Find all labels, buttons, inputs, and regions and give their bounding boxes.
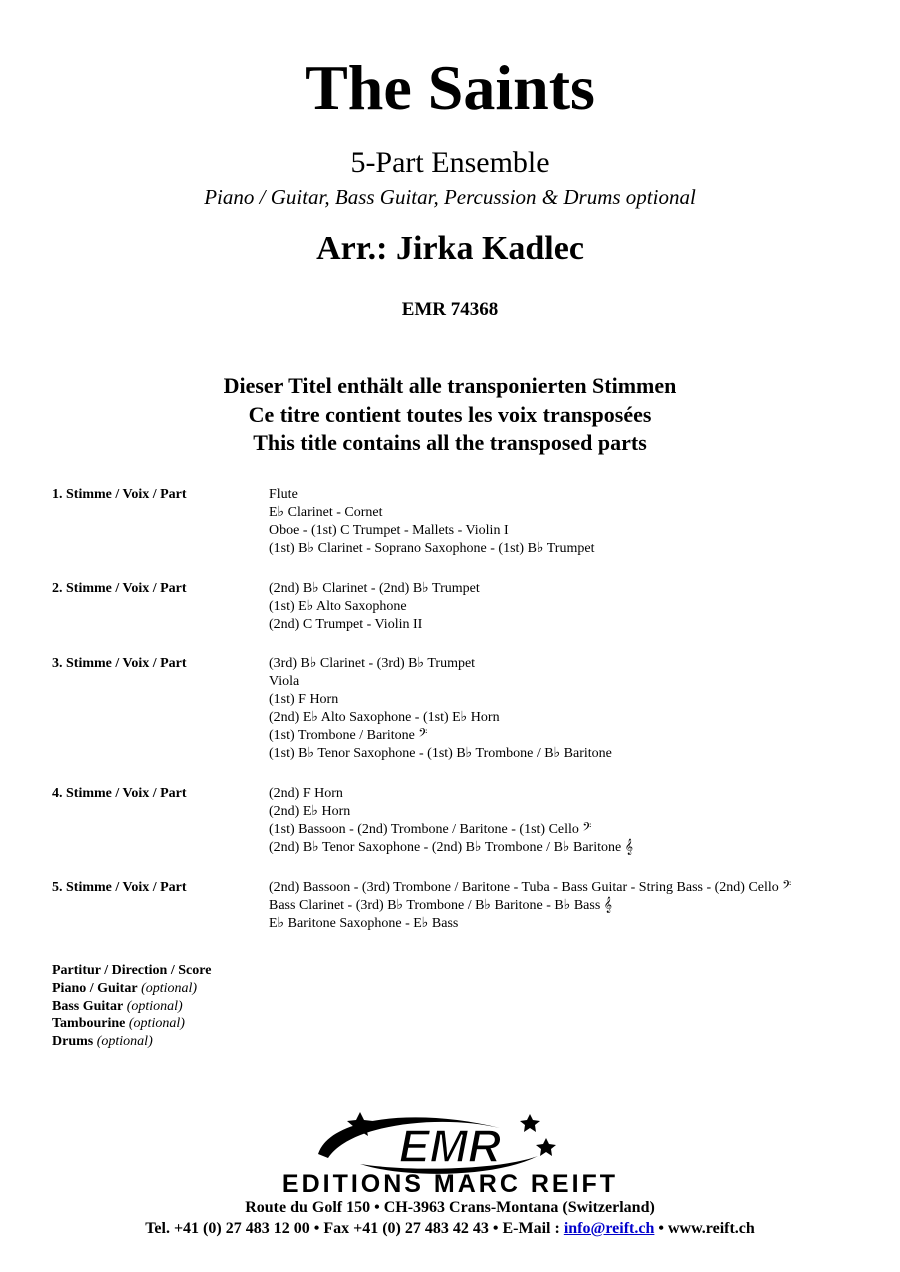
- phone: Tel. +41 (0) 27 483 12 00: [145, 1220, 310, 1237]
- part-instrument: (1st) F Horn: [269, 692, 339, 707]
- logo-wordmark: EMR: [398, 1120, 502, 1172]
- extra-part-name: Bass Guitar: [52, 998, 124, 1014]
- extra-part-name: Partitur / Direction / Score: [52, 963, 212, 978]
- website: www.reift.ch: [668, 1220, 755, 1237]
- email-label: E-Mail :: [502, 1220, 560, 1237]
- extra-part: [52, 980, 211, 998]
- logo-star: [520, 1114, 540, 1132]
- part-instrument: (2nd) E♭ Alto Saxophone - (1st) E♭ Horn: [269, 710, 500, 725]
- part-label: 1. Stimme / Voix / Part: [52, 487, 187, 502]
- extra-part: [52, 1015, 211, 1033]
- arranger: Arr.: Jirka Kadlec: [316, 230, 584, 267]
- part-instrument: Oboe - (1st) C Trumpet - Mallets - Violin I: [269, 523, 509, 538]
- instrumentation-note: Piano / Guitar, Bass Guitar, Percussion & Drums optional: [204, 185, 696, 209]
- part-label: 4. Stimme / Voix / Part: [52, 786, 187, 801]
- extra-part: [52, 998, 211, 1016]
- part-instrument: Viola: [269, 674, 300, 689]
- part-instrument-list: [269, 879, 791, 933]
- extra-part-name: Drums: [52, 1034, 94, 1050]
- part-instrument: Bass Clarinet - (3rd) B♭ Trombone / B♭ Baritone - B♭ Bass 𝄞: [269, 898, 613, 913]
- email-link[interactable]: info@reift.ch: [563, 1220, 655, 1237]
- part-instrument: (2nd) C Trumpet - Violin II: [269, 617, 423, 632]
- part-instrument: (2nd) B♭ Tenor Saxophone - (2nd) B♭ Trombone / B♭ Baritone 𝄞: [269, 840, 633, 855]
- publisher-contact: Tel. +41 (0) 27 483 12 00 • Fax +41 (0) 27 483 42 43 • E-Mail : info@reift.ch • www.reift.ch: [145, 1220, 755, 1237]
- part-instrument: (1st) B♭ Clarinet - Soprano Saxophone - (1st) B♭ Trumpet: [269, 541, 595, 556]
- part-instrument: (1st) E♭ Alto Saxophone: [269, 599, 407, 614]
- extra-part-note: (optional): [128, 1016, 185, 1032]
- part-instrument: (1st) B♭ Tenor Saxophone - (1st) B♭ Trombone / B♭ Baritone: [269, 746, 612, 761]
- publisher-name: EDITIONS MARC REIFT: [281, 1170, 619, 1198]
- part-instrument-list: [269, 486, 594, 558]
- catalog-number: EMR 74368: [401, 299, 499, 320]
- part-instrument-list: [269, 580, 480, 634]
- part-instrument-list: [269, 655, 612, 763]
- part-instrument: (2nd) Bassoon - (3rd) Trombone / Baritone - Tuba - Bass Guitar - String Bass - (2nd) Cello 𝄢: [269, 880, 792, 895]
- part-instrument: (2nd) B♭ Clarinet - (2nd) B♭ Trumpet: [269, 581, 480, 596]
- logo-star: [536, 1138, 556, 1156]
- notice-german: Dieser Titel enthält alle transponierten Stimmen: [223, 373, 677, 398]
- part-label: 5. Stimme / Voix / Part: [52, 880, 187, 895]
- part-instrument: E♭ Clarinet - Cornet: [269, 505, 383, 520]
- publisher-address: Route du Golf 150 • CH-3963 Crans-Montana (Switzerland): [245, 1199, 655, 1216]
- part-label: 2. Stimme / Voix / Part: [52, 581, 187, 596]
- part-instrument: (3rd) B♭ Clarinet - (3rd) B♭ Trumpet: [269, 656, 476, 671]
- part-instrument: (2nd) E♭ Horn: [269, 804, 351, 819]
- title: The Saints: [305, 52, 595, 123]
- additional-parts-list: [52, 962, 211, 1051]
- extra-part: [52, 962, 211, 980]
- part-instrument-list: [269, 785, 633, 857]
- transposition-notice: [0, 372, 900, 458]
- part-label: 3. Stimme / Voix / Part: [52, 656, 187, 671]
- extra-part-name: Tambourine: [52, 1016, 126, 1032]
- extra-part-note: (optional): [141, 980, 198, 996]
- extra-part-name: Piano / Guitar: [52, 980, 138, 996]
- part-instrument: Flute: [269, 487, 298, 502]
- part-instrument: E♭ Baritone Saxophone - E♭ Bass: [269, 916, 459, 931]
- fax: Fax +41 (0) 27 483 42 43: [323, 1220, 489, 1237]
- notice-english: This title contains all the transposed parts: [253, 430, 647, 455]
- extra-part: [52, 1033, 211, 1051]
- subtitle: 5-Part Ensemble: [350, 146, 550, 179]
- extra-part-note: (optional): [96, 1034, 153, 1050]
- part-instrument: (1st) Bassoon - (2nd) Trombone / Baritone - (1st) Cello 𝄢: [269, 822, 592, 837]
- part-instrument: (1st) Trombone / Baritone 𝄢: [269, 728, 428, 743]
- part-instrument: (2nd) F Horn: [269, 786, 343, 801]
- extra-part-note: (optional): [126, 998, 183, 1014]
- notice-french: Ce titre contient toutes les voix transposées: [248, 401, 652, 427]
